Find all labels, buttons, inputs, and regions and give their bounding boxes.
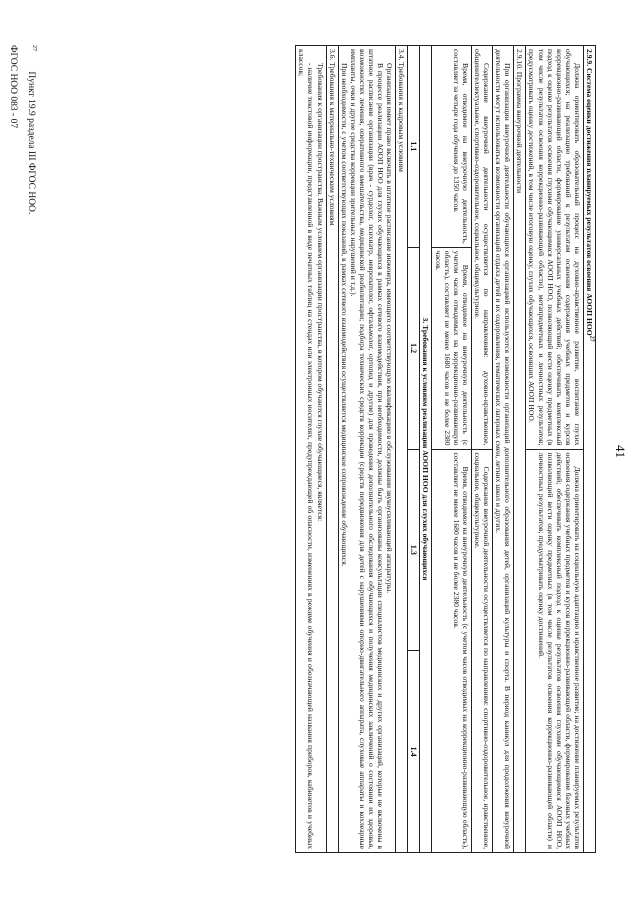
table-row [396, 46, 408, 853]
section-299-right-text: Должна ориентировать на социальную адаптацию и нравственное развитие; на достижение планируемых результатов освоения содержания учебных предметов и курсов коррекционно-развивающей области, формирование базовых учебных действий; обеспечивать комплексный подход к оценке результатов освоения глухими обучающимися АООП НОО, позволяющий вести оценку предметных (в том числе результатов освоения коррекционно-развивающей области) и личностных результатов; предусматривать оценку достижений. [536, 452, 582, 849]
staffing-paragraph-3: При необходимости, с учетом соответствующих показаний, в рамках сетевого взаимодействия осуществляется медицинское сопровождение обучающихся. [339, 63, 349, 567]
column-number: 1.4 [408, 651, 420, 853]
section-3-title: 3. Требования к условиям реализации АООП НОО для глухих обучающихся [420, 46, 432, 853]
extracurricular-time-3: Время, отводимое на внеурочную деятельность (с учетом часов отводимых на коррекционно-развивающую область), составляет не менее 1680 часов и не более 2380 часов. [451, 452, 470, 849]
column-number: 1.3 [408, 449, 420, 651]
extracurricular-content-right: Содержание внеурочной деятельности осуществляется по направлениям: спортивно-оздоровительное, нравственное, социальное, общекультурное. [472, 452, 492, 849]
extracurricular-time-2: Время, отводимое на внеурочную деятельность (с учетом часов отводимых на коррекционно-развивающую область), составляет не менее 1680 часов и не более 2380 часов. [433, 250, 470, 446]
table-row [526, 46, 584, 853]
extracurricular-content-left: Содержание внеурочной деятельности осуществляется по направлениям: духовно-нравственное, общеинтеллектуальное, спортивно-оздоровительное, социальное, общекультурное. [472, 49, 492, 446]
section-299-heading: 2.9.9. Система оценки достижения планируемых результатов освоения АООП НОО [585, 49, 594, 336]
section-2910-heading: 2.9.10. Программа внеурочной деятельности [515, 49, 525, 194]
table-row [296, 46, 326, 853]
staffing-paragraph-1: Организация имеет право включать в штатное расписание инженера, имеющего соответствующую квалификацию в обслуживании звукоусиливающей аппаратуры. [385, 63, 395, 594]
section-2910-intro: При организации внеурочной деятельности обучающихся организацией используются возможности организаций дополнительного образования детей, организаций культуры и спорта. В период каникул для продолжения внеурочной деятельности могут использоваться возможности организаций отдыха детей и их оздоровления, тематических лагерных смен, летних школ и других. [494, 49, 513, 849]
footnote [26, 45, 36, 214]
footnote-number: 27 [31, 45, 38, 51]
column-number: 1.2 [408, 247, 420, 449]
material-paragraph-2: - наличие текстовой информации, представленной в виде печатных таблиц на стендах или электронных носителях, предупреждающей об опасности, изменениях в режиме обучения и обозначающей названия приборов, кабинетов и учебных классов; [297, 49, 316, 849]
footer-code: ФГОС НОО 083 - 07 [8, 45, 18, 129]
table-row [338, 46, 396, 853]
section-36-heading: 3.6. Требования к материально-техническим условиям [327, 49, 337, 226]
section-34-heading: 3.4. Требования к кадровым условиям [397, 49, 407, 172]
table-row [493, 46, 514, 853]
column-number: 1.1 [408, 46, 420, 248]
table-row [408, 46, 420, 853]
material-paragraph-1: Требования к организации пространства. Важным условием организации пространства, в котором обучаются глухие обучающиеся, является: [315, 63, 325, 522]
footnote-ref: 27 [588, 335, 595, 342]
table-row [471, 46, 492, 853]
section-299-left-text: Должна ориентировать образовательный процесс на духовно-нравственное развитие, воспитание глухих обучающихся; на реализацию требований к результатам освоения содержания учебных предметов и курсов коррекционно-развивающей области, формирование универсальных учебных действий; обеспечивать комплексный подход к оценке результатов освоения глухими обучающимися АООП НОО, позволяющий вести оценку предметных (в том числе результатов освоения коррекционно-развивающей области), метапредметных и личностных результатов; предусматривать оценку достижений, в том числе итоговую оценку, глухих обучающихся, освоивших АООП НОО. [527, 49, 582, 446]
staffing-paragraph-2: В процессе реализации АООП НОО для глухих обучающихся в рамках сетевого взаимодействия, при необходимости, должны быть организованы консультации специалистов медицинских и других организаций, которые не включены в штатное расписание организации (врач - сурдолог, психиатр, невропатолог, офтальмолог, ортопед и другие) для проведения дополнительного обследования обучающихся и получения медицинских заключений о состоянии их здоровья, возможностях лечения, оперативного вмешательства, медицинской реабилитации; подбора технических средств коррекции (средств передвижения для детей с нарушениями опорно-двигательного аппарата, слуховые аппараты и кохлеарные импланты, очки и другие средства коррекции зрительных нарушений и т.д.). [348, 49, 386, 849]
table-row [420, 46, 432, 853]
extracurricular-time-1: Время, отводимое на внеурочную деятельность, составляет за четыре года обучения до 1350 часов. [451, 49, 470, 244]
table-row [432, 46, 471, 853]
table-row [583, 46, 595, 853]
page-number: 41 [613, 445, 628, 458]
footnote-text: Пункт 19.9 раздела III ФГОС НОО. [26, 71, 36, 215]
requirements-table [38, 45, 596, 853]
table-row [514, 46, 526, 853]
table-row [326, 46, 338, 853]
